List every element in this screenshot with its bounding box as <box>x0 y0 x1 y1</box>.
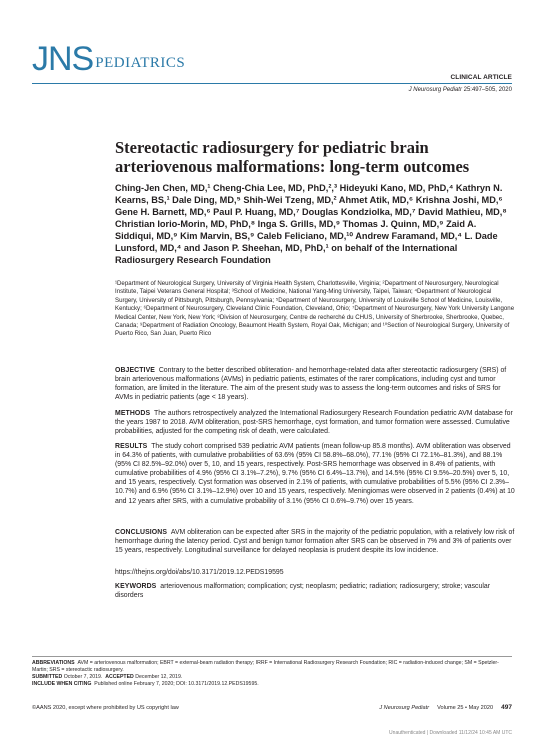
abbreviations-label: ABBREVIATIONS <box>32 660 75 666</box>
abbreviations <box>32 660 512 674</box>
results-label: RESULTS <box>115 443 148 450</box>
submitted-date: October 7, 2019. <box>63 674 103 680</box>
cite-label: INCLUDE WHEN CITING <box>32 681 92 687</box>
footnote-rule <box>32 656 512 657</box>
author-list: Ching-Jen Chen, MD,¹ Cheng-Chia Lee, MD, PhD,²,³ Hideyuki Kano, MD, PhD,⁴ Kathryn N. Kearns, BS,¹ Dale Ding, MD,⁵ Shih-Wei Tzeng, MD,² Ahmet Atik, MD,⁶ Krishna Joshi, MD,⁶ Gene H. Barnett, MD,⁶ Paul P. Huang, MD,⁷ Douglas Kondziolka, MD,⁷ David Mathieu, MD,⁸ Christian Iorio-Morin, MD, PhD,⁸ Inga S. Grills, MD,⁹ Thomas J. Quinn, MD,⁹ Zaid A. Siddiqui, MD,⁹ Kim Marvin, BS,⁹ Caleb Feliciano, MD,¹⁰ Andrew Faramand, MD,⁴ L. Dade Lunsford, MD,⁴ and Jason P. Sheehan, MD, PhD,¹ on behalf of the International Radiosurgery Research Foundation <box>115 183 507 265</box>
submission-dates <box>32 674 512 681</box>
footer-journal: J Neurosurg Pediatr <box>379 705 430 711</box>
keywords-text: arteriovenous malformation; complication; cyst; neoplasm; pediatric; radiation; radiosurgery; stroke; vascular disorders <box>115 583 490 600</box>
abstract-keywords <box>115 582 517 600</box>
article-type: CLINICAL ARTICLE <box>450 74 512 81</box>
results-text: The study cohort comprised 539 pediatric AVM patients (mean follow-up 85.8 months). AVM obliteration was observed in 64.3% of patients, with cumulative probabilities of 63.6% (95% CI 58.8%–68.0%), 77.1% (95% CI 72.1%–81.3%), and 88.1% (95% CI 82.5%–92.0%) over 5, 10, and 15 years, respectively. Post-SRS hemorrhage was observed in 8.4% of patients, with cumulative probabilities of 4.9% (95% CI 3.1%–7.2%), 9.7% (95% CI 6.4%–13.7%), and 14.5% (95% CI 9.5%–20.5%) over 5, 10, and 15 years, respectively. Cyst formation was observed in 2.1% of patients, with cumulative probabilities of 5.5% (95% CI 2.3%–10.7%) and 6.9% (95% CI 3.1%–12.9%) over 10 and 15 years, respectively. Meningiomas were observed in 2 patients (0.4%) at 10 and 12 years after SRS, with a cumulative probability of 3.1% (95% CI 0.6%–9.7%) over 15 years. <box>115 443 515 505</box>
footer-volume: Volume 25 • May 2020 <box>437 705 494 711</box>
accepted-date: December 12, 2019. <box>135 674 183 680</box>
keywords-label: KEYWORDS <box>115 583 157 590</box>
citation-journal: J Neurosurg Pediatr <box>408 87 462 93</box>
download-stamp: Unauthenticated | Downloaded 11/12/24 10:45 AM UTC <box>389 730 512 736</box>
page-footer <box>379 704 512 711</box>
methods-label: METHODS <box>115 410 151 417</box>
accepted-label: ACCEPTED <box>105 674 134 680</box>
abstract-methods <box>115 409 517 436</box>
conclusions-text: AVM obliteration can be expected after SRS in the majority of the pediatric population, with a relatively low risk of hemorrhage during the latency period. Cyst and benign tumor formation after SRS can be observed in 7% and 3% of patients over 15 years, respectively. Longitudinal surveillance for delayed neoplasia is prudent despite its low incidence. <box>115 529 515 555</box>
abstract-results <box>115 442 517 506</box>
header-rule <box>32 83 512 84</box>
citing-info <box>32 681 512 688</box>
methods-text: The authors retrospectively analyzed the International Radiosurgery Research Foundation pediatric AVM database for the years 1987 to 2018. AVM obliteration, post-SRS hemorrhage, cyst formation, and tumor formation were assessed. Cumulative probabilities, adjusted for the competing risk of death, were calculated. <box>115 410 513 436</box>
copyright: ©AANS 2020, except where prohibited by US copyright law <box>32 705 179 711</box>
footnotes <box>32 660 512 688</box>
affiliations: ¹Department of Neurological Surgery, University of Virginia Health System, Charlottesville, Virginia; ²Department of Neurosurgery, Neurological Institute, Taipei Veterans General Hospital; ³School of Medicine, National Yang-Ming University, Taipei, Taiwan; ⁴Department of Neurological Surgery, University of Pittsburgh, Pittsburgh, Pennsylvania; ⁵Department of Neurosurgery, University of Louisville School of Medicine, Louisville, Kentucky; ⁶Department of Neurosurgery, Cleveland Clinic Foundation, Cleveland, Ohio; ⁷Department of Neurosurgery, New York University Langone Medical Center, New York, New York; ⁸Division of Neurosurgery, Centre de recherché du CHUS, University of Sherbrooke, Sherbrooke, Quebec, Canada; ⁹Department of Radiation Oncology, Beaumont Health System, Royal Oak, Michigan; and ¹⁰Section of Neurological Surgery, University of Puerto Rico, San Juan, Puerto Rico <box>115 280 515 338</box>
submitted-label: SUBMITTED <box>32 674 63 680</box>
doi-link[interactable]: https://thejns.org/doi/abs/10.3171/2019.12.PEDS19595 <box>115 569 284 576</box>
article-title: Stereotactic radiosurgery for pediatric brain arteriovenous malformations: long-term outcomes <box>115 138 470 176</box>
conclusions-label: CONCLUSIONS <box>115 529 168 536</box>
citation-pages: 25:497–505, 2020 <box>461 87 512 93</box>
objective-label: OBJECTIVE <box>115 367 155 374</box>
logo-jns: JNS <box>32 40 94 78</box>
journal-logo <box>32 40 186 78</box>
abstract-conclusions <box>115 528 517 555</box>
abstract-objective <box>115 366 517 402</box>
page-number: 497 <box>501 704 512 711</box>
logo-pediatrics: PEDIATRICS <box>95 55 186 71</box>
objective-text: Contrary to the better described obliteration- and hemorrhage-related data after stereotactic radiosurgery (SRS) of brain arteriovenous malformations (AVMs) in pediatric patients, estimates of the rarer complications, including cyst and tumor formation, are limited in the literature. The aim of the present study was to assess the long-term outcomes and risks of SRS for AVMs in pediatric patients (age < 18 years). <box>115 367 507 402</box>
journal-citation <box>409 87 512 93</box>
abbreviations-text: AVM = arteriovenous malformation; EBRT = external-beam radiation therapy; IRRF = International Radiosurgery Research Foundation; RIC = radiation-induced change; SM = Spetzler-Martin; SRS = stereotactic radiosurgery. <box>32 660 499 673</box>
cite-text: Published online February 7, 2020; DOI: 10.3171/2019.12.PEDS19595. <box>94 681 259 687</box>
